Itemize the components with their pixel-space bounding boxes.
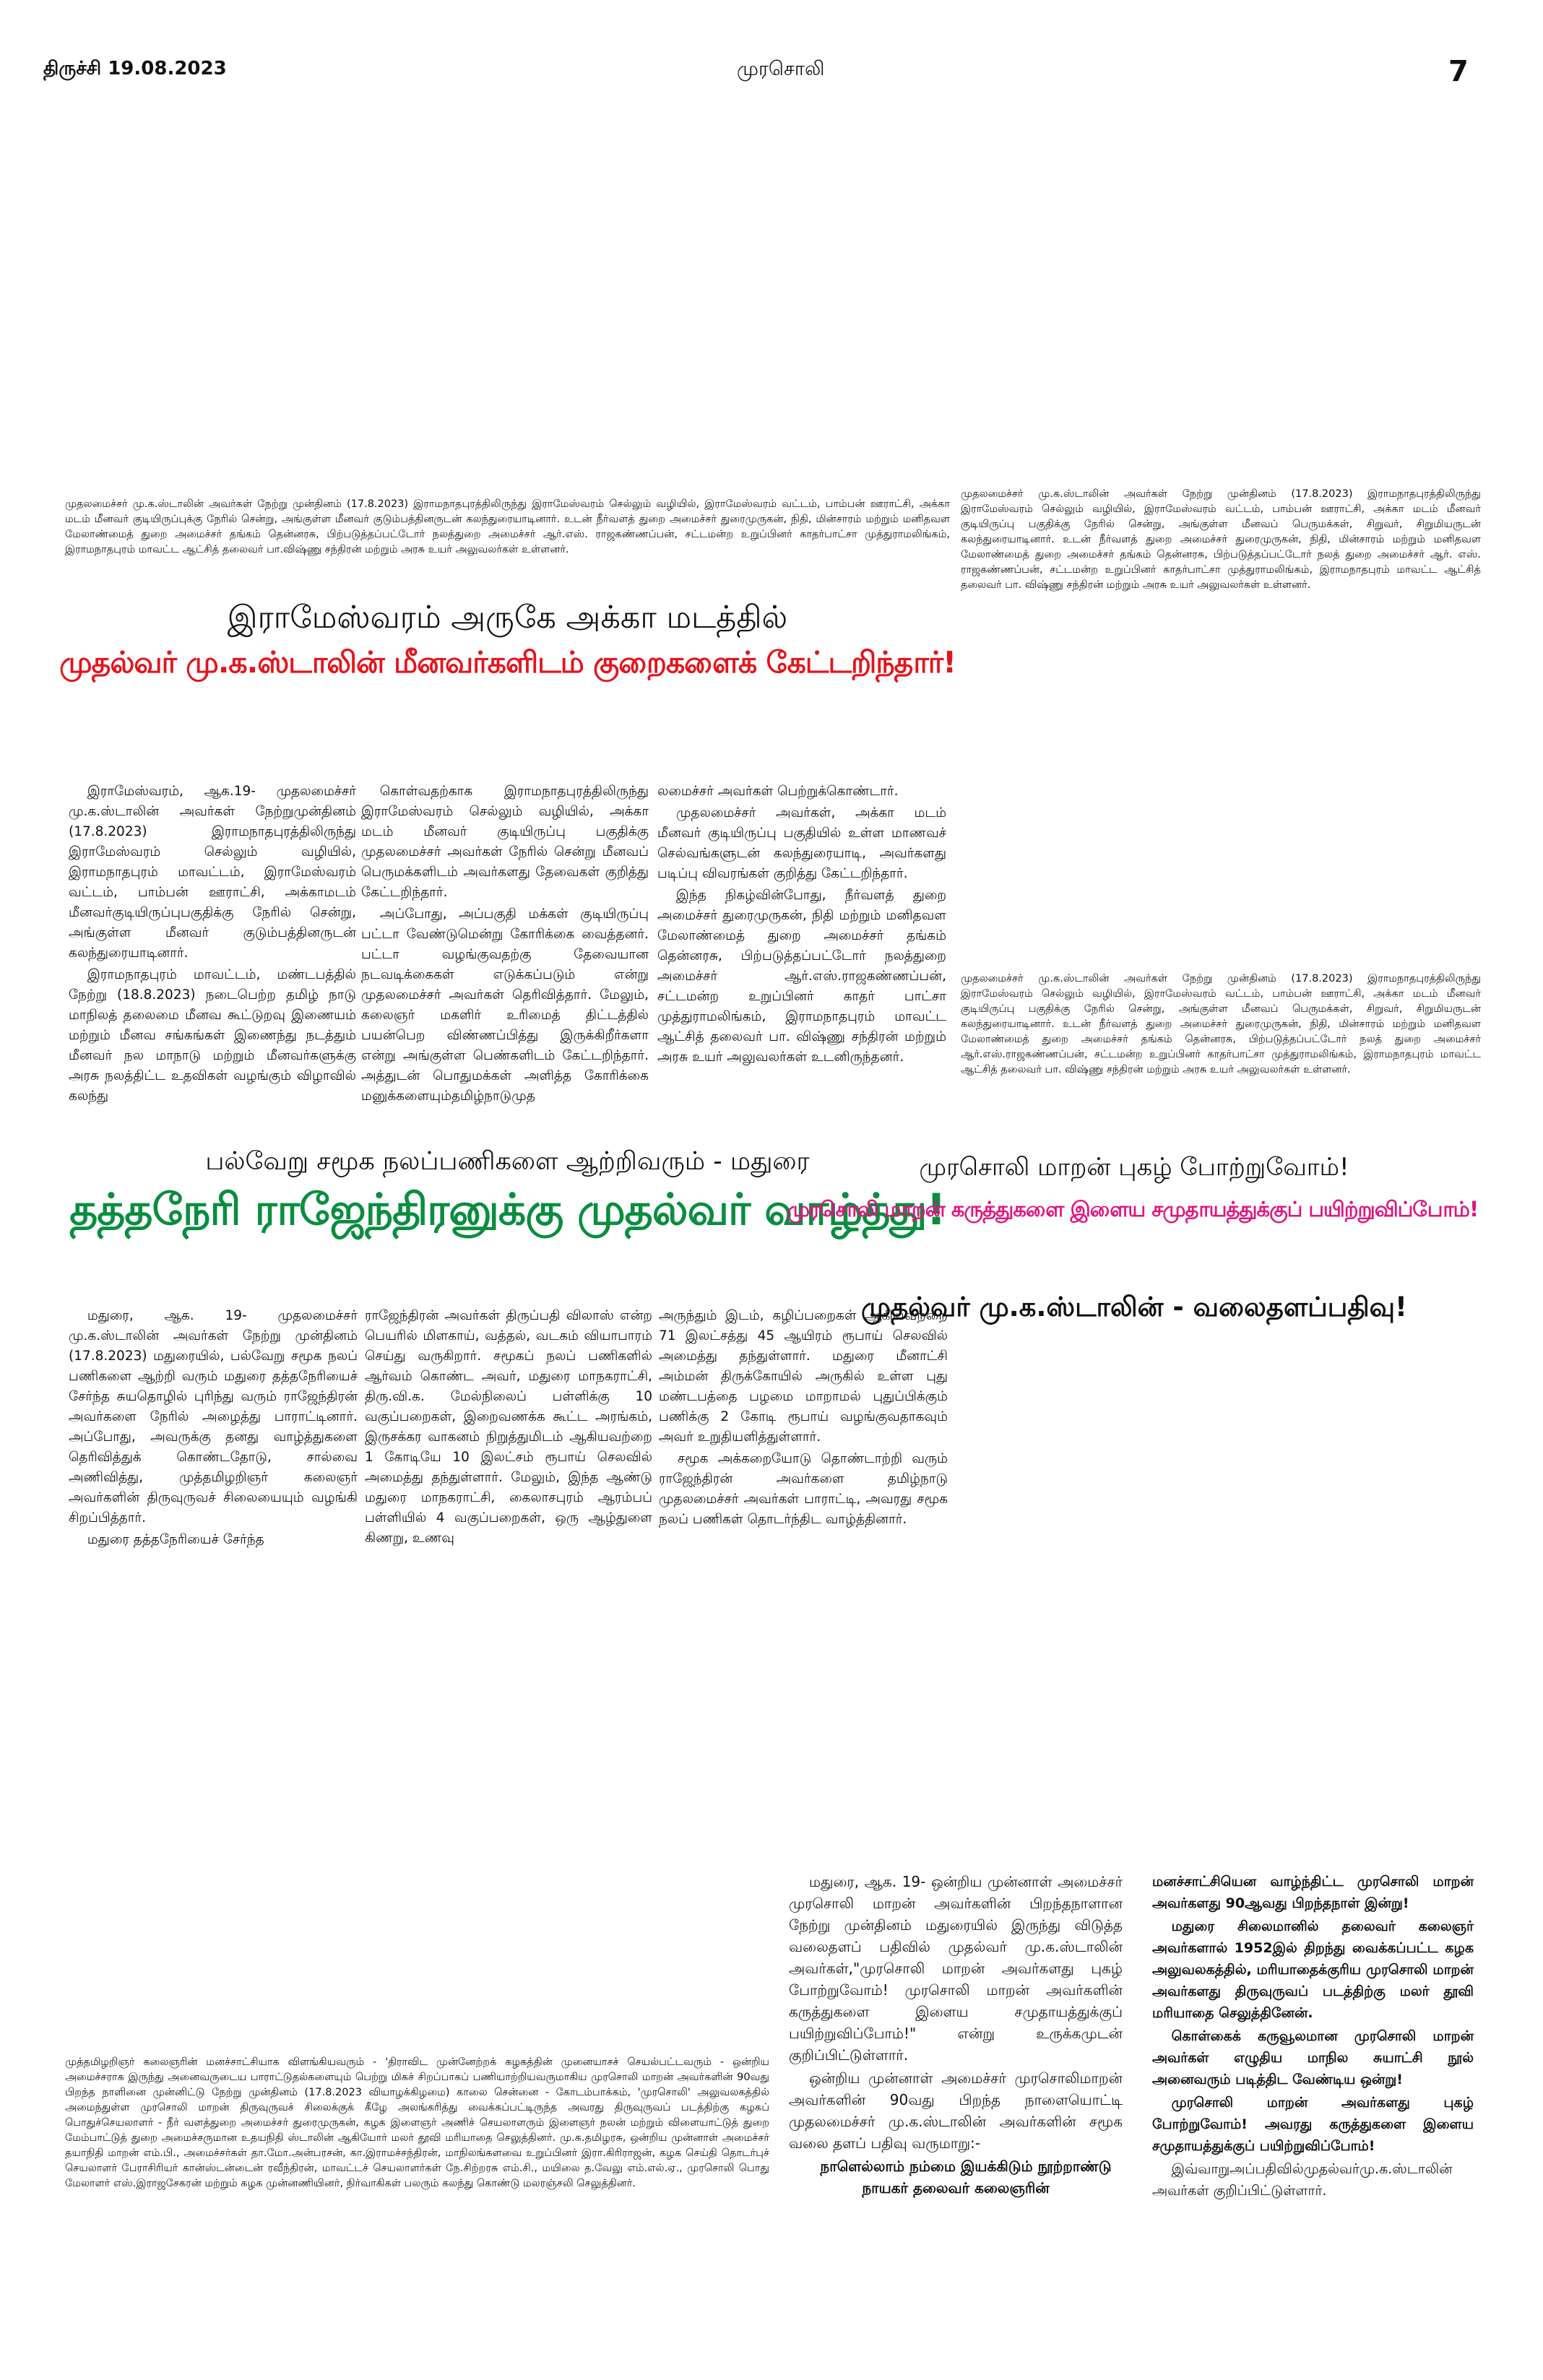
- paragraph: இவ்வாறுஅப்பதிவில்முதல்வர்மு.க.ஸ்டாலின் அவர்கள் குறிப்பிட்டுள்ளார்.: [1152, 2161, 1453, 2199]
- story3-column-mid: [789, 1871, 1123, 2200]
- paragraph: இராமேஸ்வரம், ஆக.19- முதலமைச்சர் மு.க.ஸ்டாலின் அவர்கள் நேற்றுமுன்தினம் (17.8.2023) இராமநாதபுரத்திலிருந்து இராமேஸ்வரம் செல்லும் வழியில், இராமநாதபுரம் மாவட்டம், இராமேஸ்வரம் வட்டம், பாம்பன் ஊராட்சி, அக்காமடம் மீனவர்குடியிருப்புபகுதிக்கு நேரில் சென்று, அங்குள்ள மீனவர் குடும்பத்தினருடன் கலந்துரையாடினார்.: [69, 784, 356, 961]
- story2-column-2: [365, 1306, 652, 1550]
- paragraph: அருந்தும் இடம், கழிப்பறைகள் ஆகியவற்றை 71 இலட்சத்து 45 ஆயிரம் ரூபாய் செலவில் அமைத்து தந்துள்ளார். மதுரை மீனாட்சி அம்மன் திருக்கோயில் அருகில் உள்ள புது மண்டபத்தை பழமை மாறாமல் புதுப்பிக்கும் பணிக்கு 2 கோடி ரூபாய் வழங்குவதாகவும் அவர் உறுதியளித்துள்ளார்.: [659, 1308, 948, 1445]
- page-number: 7: [1448, 55, 1469, 88]
- paragraph: கொள்வதற்காக இராமநாதபுரத்திலிருந்து இராமேஸ்வரம் செல்லும் வழியில், அக்கா மடம் மீனவர் குடியிருப்பு பகுதிக்கு முதலமைச்சர் அவர்கள் நேரில் சென்று மீனவப் பெருமக்களிடம் அவர்களது தேவைகள் குறித்து கேட்டறிந்தார்.: [361, 784, 649, 900]
- photo-caption-bottom-left: முத்தமிழறிஞர் கலைஞரின் மனச்சாட்சியாக விளங்கியவரும் - 'திராவிட முன்னேற்றக் கழகத்தின் முனையாசச் செயல்பட்டவரும் - ஒன்றிய அமைச்சராக இருந்து அனைவருடைய பாராட்டுதல்களையும் பெற்று மிகச் சிறப்பாகப் பணியாற்றியவருமாகிய முரசொலி மாறன் அவர்களின் 90வது பிறந்த நாளினை முன்னிட்டு நேற்று முன்தினம் (17.8.2023 வியாழக்கிழமை) காலை சென்னை - கோடம்பாக்கம், 'முரசொலி' அலுவலகத்தில் அமைந்துள்ள முரசொலி மாறன் திருவுருவச் சிலைக்குக் கீழே அலங்கரித்து வைக்கப்பட்டிருந்த அவரது திருவுருவப் படத்திற்கு கழகப் பொதுச்செயலாளர் - நீர் வளத்துறை அமைச்சர் துரைமுருகன், கழக இளைஞர் அணிச் செயலாளரும் இளைஞர் நலன் மற்றும் விளையாட்டுத் துறை மேம்பாட்டுத் துறை அமைச்சருமான உதயநிதி ஸ்டாலின் ஆகியோர் மலர் தூவி மரியாதை செலுத்தினர். மு.க.தமிழரசு, ஒன்றிய முன்னாள் அமைச்சர் தயாநிதி மாறன் எம்.பி., அமைச்சர்கள் தா.மோ.அன்பரசன், கா.இராமச்சந்திரன், மாநிலங்களவை உறுப்பினர் இரா.கிரிராஜன், கழக செய்தி தொடர்புச் செயலாளர் பேராசிரியர் கான்ஸ்டன்டைன் ரவீந்திரன், மாவட்டச் செயலாளர்கள் நே.சிற்றரசு எம்.சி., மயிலை த.வேலு எம்.எல்.ஏ., முரசொலி பொது மேலாளர் எஸ்.இராஜசேகரன் மற்றும் கழக முன்னணியினர், நிர்வாகிகள் பலரும் கலந்து கொண்டு மலரஞ்சலி செலுத்தினர்.: [65, 2056, 769, 2189]
- photo-caption-right: முதலமைச்சர் மு.க.ஸ்டாலின் அவர்கள் நேற்று முன்தினம் (17.8.2023) இராமநாதபுரத்திலிருந்து இராமேஸ்வரம் செல்லும் வழியில், இராமேஸ்வரம் வட்டம், பாம்பன் ஊராட்சி, அக்கா மடம் மீனவர் குடியிருப்பு பகுதிக்கு நேரில் சென்று, அங்குள்ள மீனவப் பெருமக்கள், சிறுவர், சிறுமியருடன் கலந்துரையாடினார். உடன் நீர்வளத் துறை அமைச்சர் துரைமுருகன், நிதி, மின்சாரம் மற்றும் மனிதவள மேலாண்மைத் துறை அமைச்சர் தங்கம் தென்னரசு, பிற்படுத்தப்பட்டோர் நலத் துறை அமைச்சர் ஆர். எஸ். ராஜகண்ணப்பன், சட்டமன்ற உறுப்பினர் காதர்பாட்சா முத்துராமலிங்கம், இராமநாதபுரம் மாவட்ட ஆட்சித் தலைவர் பா. விஷ்ணு சந்திரன் மற்றும் அரசு உயர் அலுவலர்கள் உள்ளனர்.: [961, 488, 1481, 591]
- bold-paragraph: நாளெல்லாம் நம்மை இயக்கிடும் நூற்றாண்டு நாயகர் தலைவர் கலைஞரின்: [820, 2158, 1112, 2197]
- bold-paragraph: முரசொலி மாறன் அவர்களது புகழ் போற்றுவோம்! அவரது கருத்துகளை இளைய சமுதாயத்துக்குப் பயிற்றுவிப்போம்!: [1152, 2095, 1474, 2154]
- story2-headline: தத்தநேரி ராஜேந்திரனுக்கு முதல்வர் வாழ்த்து!: [69, 1185, 946, 1235]
- paragraph: மதுரை, ஆக. 19- முதலமைச்சர் மு.க.ஸ்டாலின் அவர்கள் நேற்று முன்தினம் (17.8.2023) மதுரையில், பல்வேறு சமூக நலப் பணிகளை ஆற்றி வரும் மதுரை தத்தநேரியைச் சேர்ந்த சுயதொழில் புரிந்து வரும் ராஜேந்திரன் அவர்களை நேரில் அழைத்து பாராட்டினார். அப்போது, அவருக்கு தனது வாழ்த்துகளை தெரிவித்துக் கொண்டதோடு, சால்வை அணிவித்து, முத்தமிழறிஞர் கலைஞர் அவர்களின் திருவுருவச் சிலையையும் வழங்கி சிறப்பித்தார்.: [69, 1308, 358, 1526]
- photo-caption-mid-right: முதலமைச்சர் மு.க.ஸ்டாலின் அவர்கள் நேற்று முன்தினம் (17.8.2023) இராமநாதபுரத்திலிருந்து இராமேஸ்வரம் செல்லும் வழியில், இராமேஸ்வரம் வட்டம், பாம்பன் ஊராட்சி, அக்கா மடம் மீனவர் குடியிருப்பு பகுதிக்கு நேரில் சென்று, அங்குள்ள மீனவப் பெருமக்கள், சிறுவர், சிறுமியருடன் கலந்துரையாடினார். உடன் நீர்வளத் துறை அமைச்சர் துரைமுருகன், நிதி, மின்சாரம் மற்றும் மனிதவள மேலாண்மைத் துறை அமைச்சர் தங்கம் தென்னரசு, பிற்படுத்தப்பட்டோர் நலத் துறை அமைச்சர் ஆர்.எஸ்.ராஜகண்ணப்பன், சட்டமன்ற உறுப்பினர் காதர்பாட்சா முத்துராமலிங்கம், இராமநாதபுரம் மாவட்ட ஆட்சித் தலைவர் பா. விஷ்ணு சந்திரன் மற்றும் அரசு உயர் அலுவலர்கள் உள்ளனர்.: [961, 973, 1481, 1076]
- issue-city-date: திருச்சி 19.08.2023: [43, 58, 227, 79]
- paragraph: மதுரை தத்தநேரியைச் சேர்ந்த: [87, 1532, 264, 1547]
- paragraph: மதுரை, ஆக. 19- ஒன்றிய முன்னாள் அமைச்சர் முரசொலி மாறன் அவர்களின் பிறந்தநாளான நேற்று முன்தினம் மதுரையில் இருந்து விடுத்த வலைதளப் பதிவில் முதல்வர் மு.க.ஸ்டாலின் அவர்கள்,"முரசொலி மாறன் அவர்களது புகழ் போற்றுவோம்! முரசொலி மாறன் அவர்களின் கருத்துகளை இளைய சமுதாயத்துக்குப் பயிற்றுவிப்போம்!" என்று உருக்கமுடன் குறிப்பிட்டுள்ளார்.: [789, 1873, 1123, 2064]
- paragraph: இராமநாதபுரம் மாவட்டம், மண்டபத்தில் நேற்று (18.8.2023) நடைபெற்ற தமிழ் நாடு மாநிலத் தலைமை மீனவ கூட்டுறவு இணையம் மற்றும் மீனவ சங்கங்கள் இணைந்து நடத்தும் மீனவர் நல மாநாடு மற்றும் மீனவர்களுக்கு அரசு நலத்திட்ட உதவிகள் வழங்கும் விழாவில் கலந்து: [69, 967, 356, 1104]
- photo-caption-left: முதலமைச்சர் மு.க.ஸ்டாலின் அவர்கள் நேற்று முன்தினம் (17.8.2023) இராமநாதபுரத்திலிருந்து இராமேஸ்வரம் செல்லும் வழியில், இராமேஸ்வரம் வட்டம், பாம்பன் ஊராட்சி, அக்கா மடம் மீனவர் குடியிருப்புக்கு நேரில் சென்று, அங்குள்ள மீனவர் குடும்பத்தினருடன் கலந்துரையாடினார். உடன் நீர்வளத் துறை அமைச்சர் துரைமுருகன், நிதி, மின்சாரம் மற்றும் மனிதவள மேலாண்மைத் துறை அமைச்சர் தங்கம் தென்னரசு, பிற்படுத்தப்பட்டோர் நலத்துறை அமைச்சர் ஆர்.எஸ். ராஜகண்ணப்பன், சட்டமன்ற உறுப்பினர் காதர்பாட்சா முத்துராமலிங்கம், இராமநாதபுரம் மாவட்ட ஆட்சித் தலைவர் பா.விஷ்ணு சந்திரன் மற்றும் அரசு உயர் அலுவலர்கள் உள்ளனர்.: [65, 498, 950, 555]
- story1-headline: முதல்வர் மு.க.ஸ்டாலின் மீனவர்களிடம் குறைகளைக் கேட்டறிந்தார்!: [59, 645, 956, 680]
- story1-column-3: [657, 782, 946, 1069]
- story2-column-3: [659, 1306, 948, 1531]
- bold-paragraph: மதுரை சிலைமானில் தலைவர் கலைஞர் அவர்களால் 1952இல் திறந்து வைக்கப்பட்ட கழக அலுவலகத்தில், மரியாதைக்குரிய முரசொலி மாறன் அவர்களது திருவுருவப் படத்திற்கு மலர் தூவி மரியாதை செலுத்தினேன்.: [1152, 1918, 1474, 2021]
- paragraph: ஒன்றிய முன்னாள் அமைச்சர் முரசொலிமாறன் அவர்களின் 90வது பிறந்த நாளையொட்டி முதலமைச்சர் மு.க.ஸ்டாலின் அவர்களின் சமூக வலை தளப் பதிவு வருமாறு:-: [789, 2069, 1123, 2152]
- story3-column-right: [1152, 1871, 1474, 2203]
- story3-headline: முரசொலி மாறன் கருத்துகளை இளைய சமுதாயத்துக்குப் பயிற்றுவிப்போம்!: [786, 1197, 1479, 1221]
- paragraph: இந்த நிகழ்வின்போது, நீர்வளத் துறை அமைச்சர் துரைமுருகன், நிதி மற்றும் மனிதவள மேலாண்மைத் துறை அமைச்சர் தங்கம் தென்னரசு, பிற்படுத்தப்பட்டோர் நலத்துறை அமைச்சர் ஆர்.எஸ்.ராஜகண்ணப்பன், சட்டமன்ற உறுப்பினர் காதர் பாட்சா முத்துராமலிங்கம், இராமநாதபுரம் மாவட்ட ஆட்சித் தலைவர் பா. விஷ்ணு சந்திரன் மற்றும் அரசு உயர் அலுவலர்கள் உடனிருந்தனர்.: [657, 888, 946, 1065]
- story1-kicker: இராமேஸ்வரம் அருகே அக்கா மடத்தில்: [227, 600, 788, 636]
- bold-paragraph: கொள்கைக் கருவூலமான முரசொலி மாறன் அவர்கள் எழுதிய மாநில சுயாட்சி நூல் அனைவரும் படித்திட வேண்டிய ஒன்று!: [1152, 2028, 1474, 2087]
- paragraph: அப்போது, அப்பகுதி மக்கள் குடியிருப்பு பட்டா வேண்டுமென்று கோரிக்கை வைத்தனர். பட்டா வழங்குவதற்கு தேவையான நடவடிக்கைகள் எடுக்கப்படும் என்று முதலமைச்சர் அவர்கள் தெரிவித்தார். மேலும், கலைஞர் மகளிர் உரிமைத் திட்டத்தில் பயன்பெற விண்ணப்பித்து இருக்கிறீர்களா என்று அங்குள்ள பெண்களிடம் கேட்டறிந்தார். அத்துடன் பொதுமக்கள் அளித்த கோரிக்கை மனுக்களையும்தமிழ்நாடுமுத: [361, 906, 649, 1104]
- story3-subhead: முதல்வர் மு.க.ஸ்டாலின் - வலைதளப்பதிவு!: [861, 1291, 1407, 1323]
- story1-column-2: [361, 782, 649, 1108]
- paragraph: சமூக அக்கறையோடு தொண்டாற்றி வரும் ராஜேந்திரன் அவர்களை தமிழ்நாடு முதலமைச்சர் அவர்கள் பாராட்டி, அவரது சமூக நலப் பணிகள் தொடர்ந்திட வாழ்த்தினார்.: [659, 1451, 948, 1527]
- story3-kicker: முரசொலி மாறன் புகழ் போற்றுவோம்!: [919, 1153, 1349, 1182]
- story2-kicker: பல்வேறு சமூக நலப்பணிகளை ஆற்றிவரும் - மதுரை: [205, 1147, 810, 1176]
- paragraph: முதலமைச்சர் அவர்கள், அக்கா மடம் மீனவர் குடியிருப்பு பகுதியில் உள்ள மாணவச் செல்வங்களுடன் கலந்துரையாடி, அவர்களது படிப்பு விவரங்கள் குறித்து கேட்டறிந்தார்.: [657, 805, 946, 881]
- story2-column-1: [69, 1306, 358, 1552]
- paragraph: ராஜேந்திரன் அவர்கள் திருப்பதி விலாஸ் என்ற பெயரில் மிளகாய், வத்தல், வடகம் வியாபாரம் செய்து வருகிறார். சமூகப் நலப் பணிகளில் ஆர்வம் கொண்ட அவர், மதுரை மாநகராட்சி, திரு.வி.க. மேல்நிலைப் பள்ளிக்கு 10 வகுப்பறைகள், இறைவணக்க கூட்ட அரங்கம், இருசக்கர வாகனம் நிறுத்துமிடம் ஆகியவற்றை 1 கோடியே 10 இலட்சம் ரூபாய் செலவில் அமைத்து தந்துள்ளார். மேலும், இந்த ஆண்டு மதுரை மாநகராட்சி, கைலாசபுரம் ஆரம்பப் பள்ளியில் 4 வகுப்பறைகள், ஒரு ஆழ்துளை கிணறு, உணவு: [365, 1308, 652, 1546]
- bold-paragraph: மனச்சாட்சியென வாழ்ந்திட்ட முரசொலி மாறன் அவர்களது 90ஆவது பிறந்தநாள் இன்று!: [1152, 1874, 1474, 1911]
- paper-name: முரசொலி: [737, 58, 825, 80]
- story1-column-1: [69, 782, 356, 1108]
- paragraph: லமைச்சர் அவர்கள் பெற்றுக்கொண்டார்.: [657, 784, 899, 799]
